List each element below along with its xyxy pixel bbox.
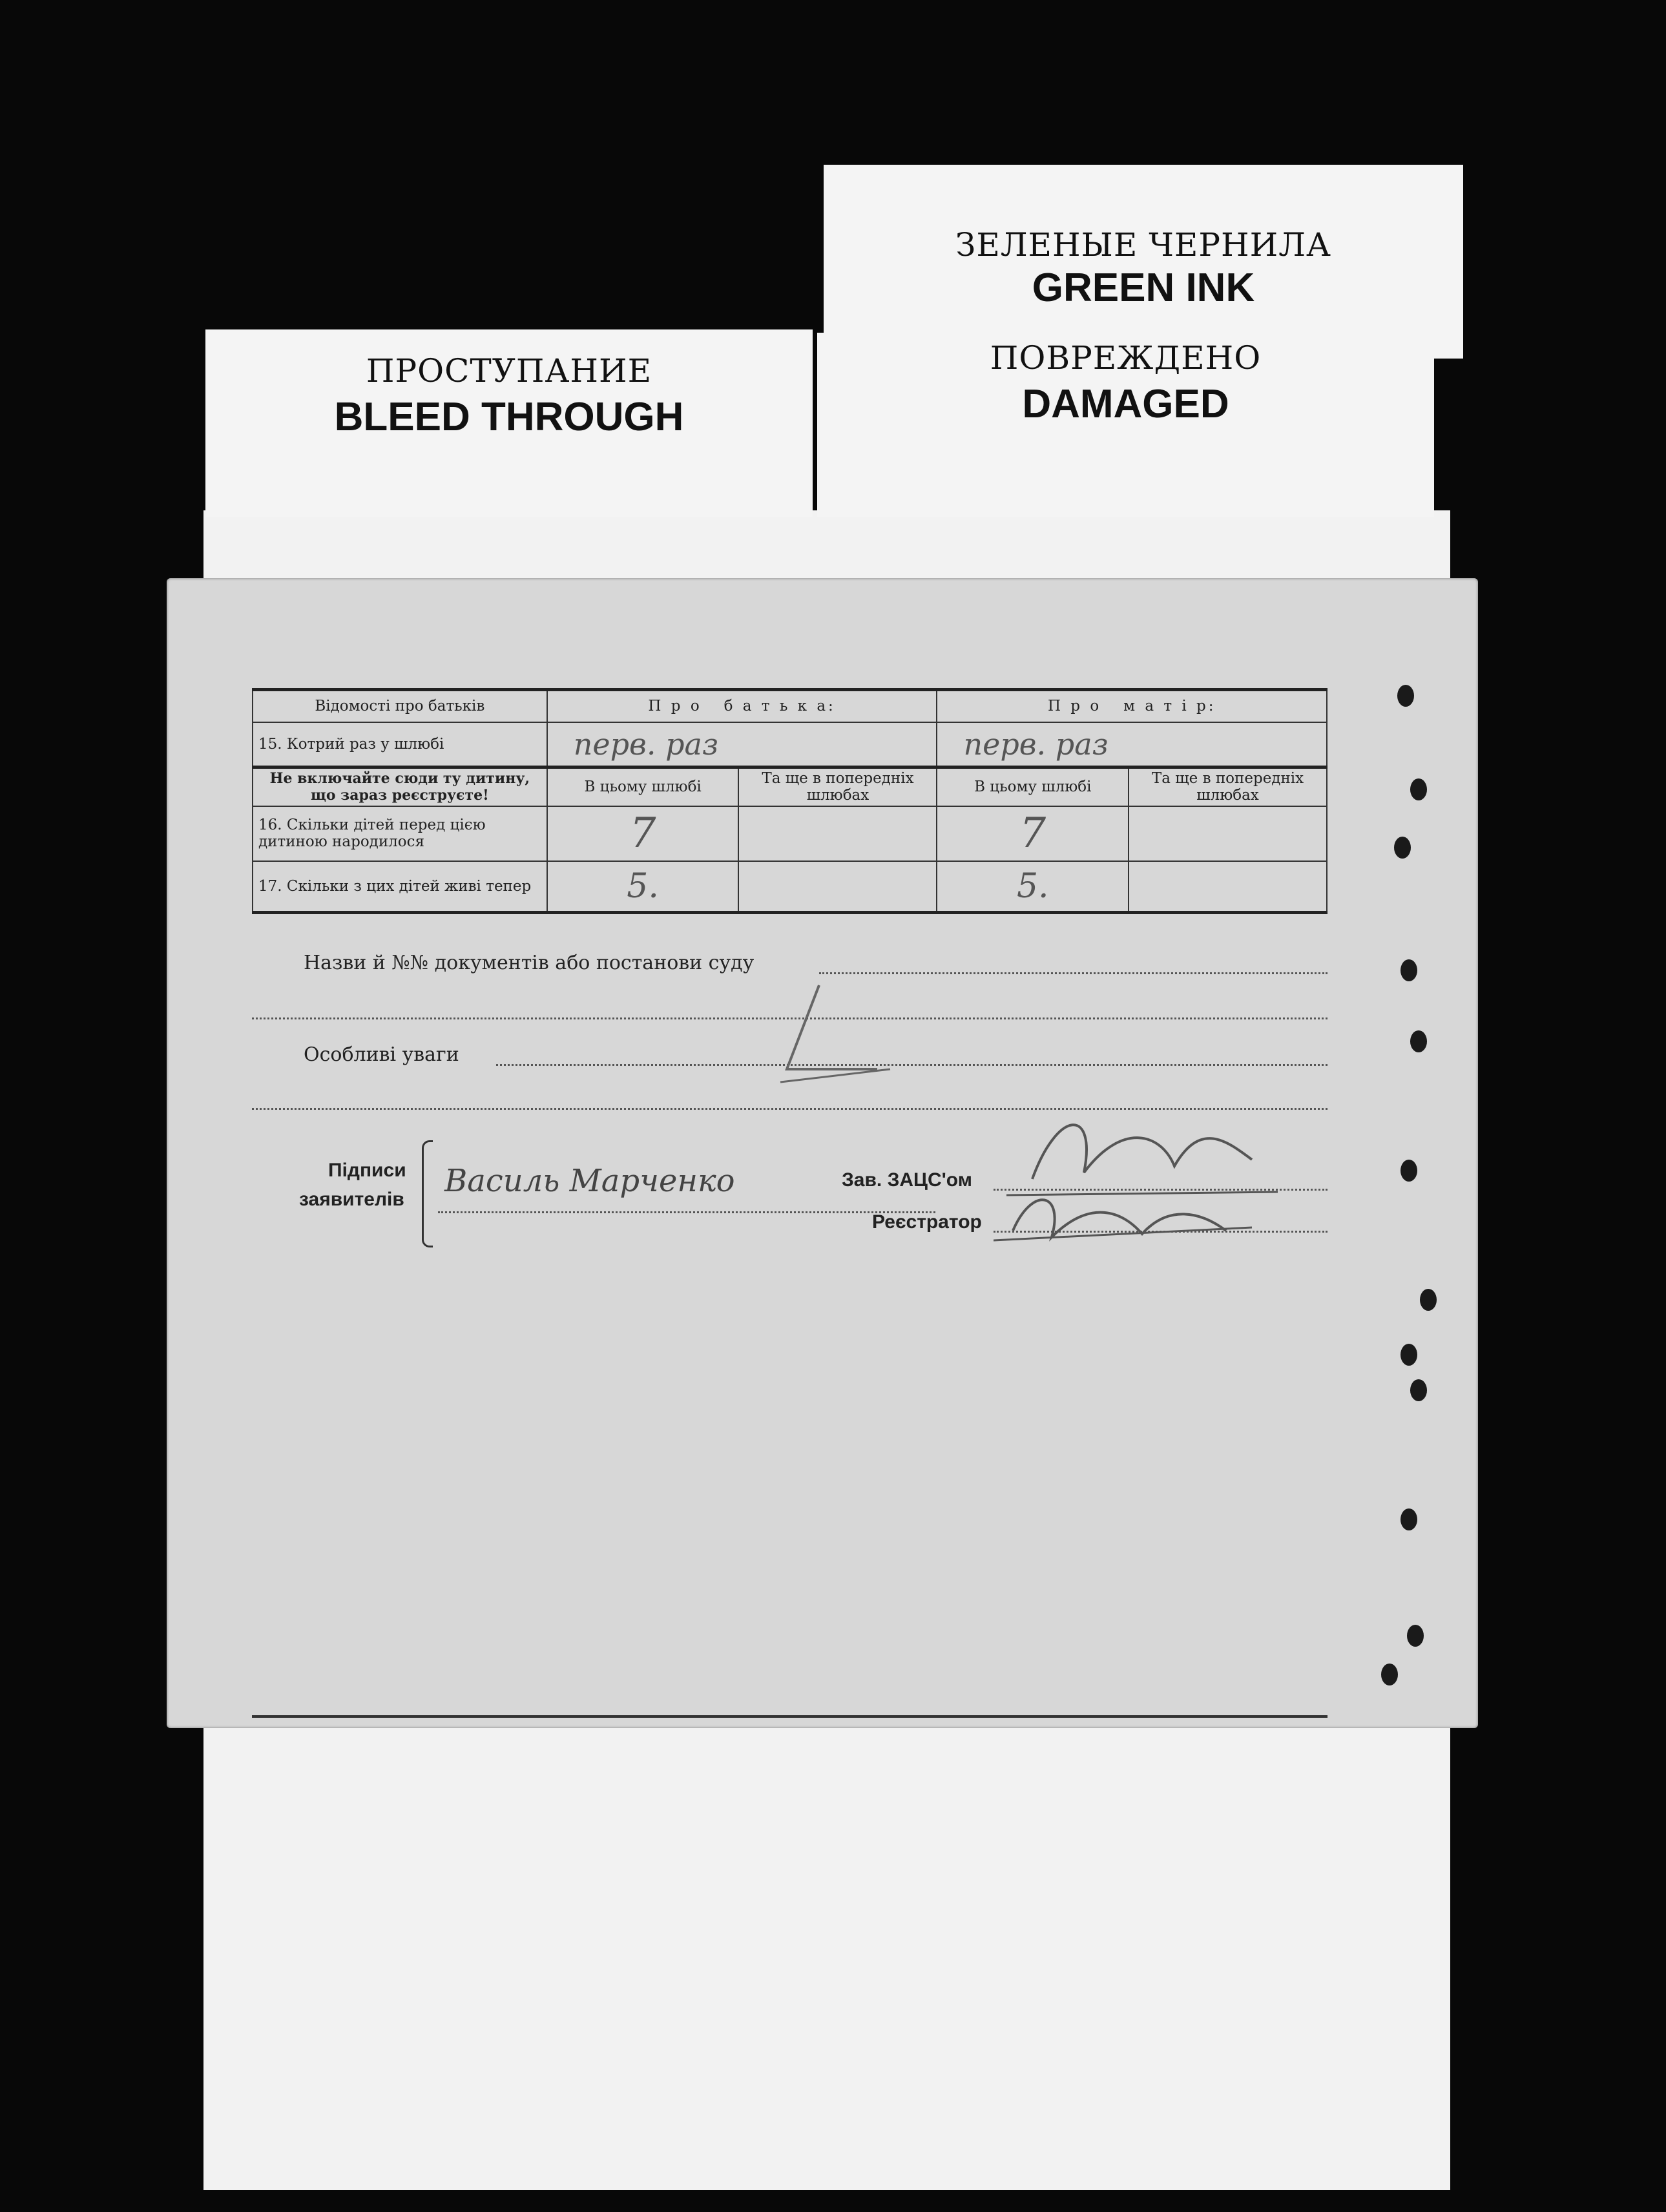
special-remarks-label: Особливі уваги [304, 1043, 459, 1066]
binding-hole [1410, 778, 1427, 800]
damaged-ru: ПОВРЕЖДЕНО [990, 339, 1262, 377]
row16-label: 16. Скільки дітей перед цією дитиною народилося [253, 806, 547, 861]
header-mother: П р о м а т і р: [937, 690, 1327, 722]
row17-father-previous [738, 861, 937, 913]
binding-hole [1381, 1664, 1398, 1685]
registrar-label: Реєстратор [872, 1211, 982, 1233]
row16-father: 7 [547, 806, 739, 861]
damaged-en: DAMAGED [1022, 382, 1229, 426]
mother-in-marriage-header: В цьому шлюбі [937, 767, 1129, 806]
mother-previous-header: Та ще в попередніх шлюбах [1129, 767, 1327, 806]
row15-father: перв. раз [547, 722, 937, 767]
header-col0: Відомості про батьків [253, 690, 547, 722]
bleed-through-ru: ПРОСТУПАНИЕ [366, 352, 652, 390]
head-of-registry-label: Зав. ЗАЦС'ом [842, 1169, 972, 1191]
row17-mother-previous [1129, 861, 1327, 913]
registrar-signature-mark [994, 1173, 1265, 1257]
binding-hole [1420, 1289, 1437, 1311]
row15-mother: перв. раз [937, 722, 1327, 767]
signatures-brace [422, 1140, 433, 1247]
green-ink-label-card [824, 165, 1463, 359]
row17-label: 17. Скільки з цих дітей живі тепер [253, 861, 547, 913]
signatures-label-line2: заявителів [299, 1189, 404, 1210]
bleed-through-en: BLEED THROUGH [334, 395, 684, 439]
applicant-signature: Василь Марченко [444, 1163, 735, 1199]
binding-hole [1400, 959, 1417, 981]
binding-hole [1407, 1625, 1424, 1647]
documents-label: Назви й №№ документів або постанови суду [304, 952, 755, 974]
binding-hole [1400, 1160, 1417, 1182]
binding-hole [1400, 1508, 1417, 1530]
header-father: П р о б а т ь к а: [547, 690, 937, 722]
row15-label: 15. Котрий раз у шлюбі [253, 722, 547, 767]
binding-hole [1397, 685, 1414, 707]
dash-mark [761, 972, 903, 1114]
father-in-marriage-header: В цьому шлюбі [547, 767, 739, 806]
parents-table [252, 688, 1328, 914]
binding-hole [1410, 1030, 1427, 1052]
registration-form-sheet [167, 578, 1478, 1728]
bleed-through-label-card [205, 329, 813, 517]
applicant-signature-line [438, 1211, 935, 1213]
signatures-label-line1: Підписи [328, 1160, 406, 1181]
row17-mother: 5. [937, 861, 1129, 913]
row16-mother-previous [1129, 806, 1327, 861]
note-cell: Не включайте сюди ту дитину, що зараз реєструєте! [253, 767, 547, 806]
damaged-label-card [817, 333, 1434, 517]
special-line-1 [496, 1064, 1328, 1066]
row17-father: 5. [547, 861, 739, 913]
row16-father-previous [738, 806, 937, 861]
binding-hole [1410, 1379, 1427, 1401]
row16-mother: 7 [937, 806, 1129, 861]
green-ink-ru: ЗЕЛЕНЫЕ ЧЕРНИЛА [955, 226, 1331, 264]
binding-hole [1400, 1344, 1417, 1366]
father-previous-header: Та ще в попередніх шлюбах [738, 767, 937, 806]
binding-hole [1394, 837, 1411, 859]
green-ink-en: GREEN INK [1032, 266, 1255, 310]
bottom-rule [252, 1715, 1328, 1718]
